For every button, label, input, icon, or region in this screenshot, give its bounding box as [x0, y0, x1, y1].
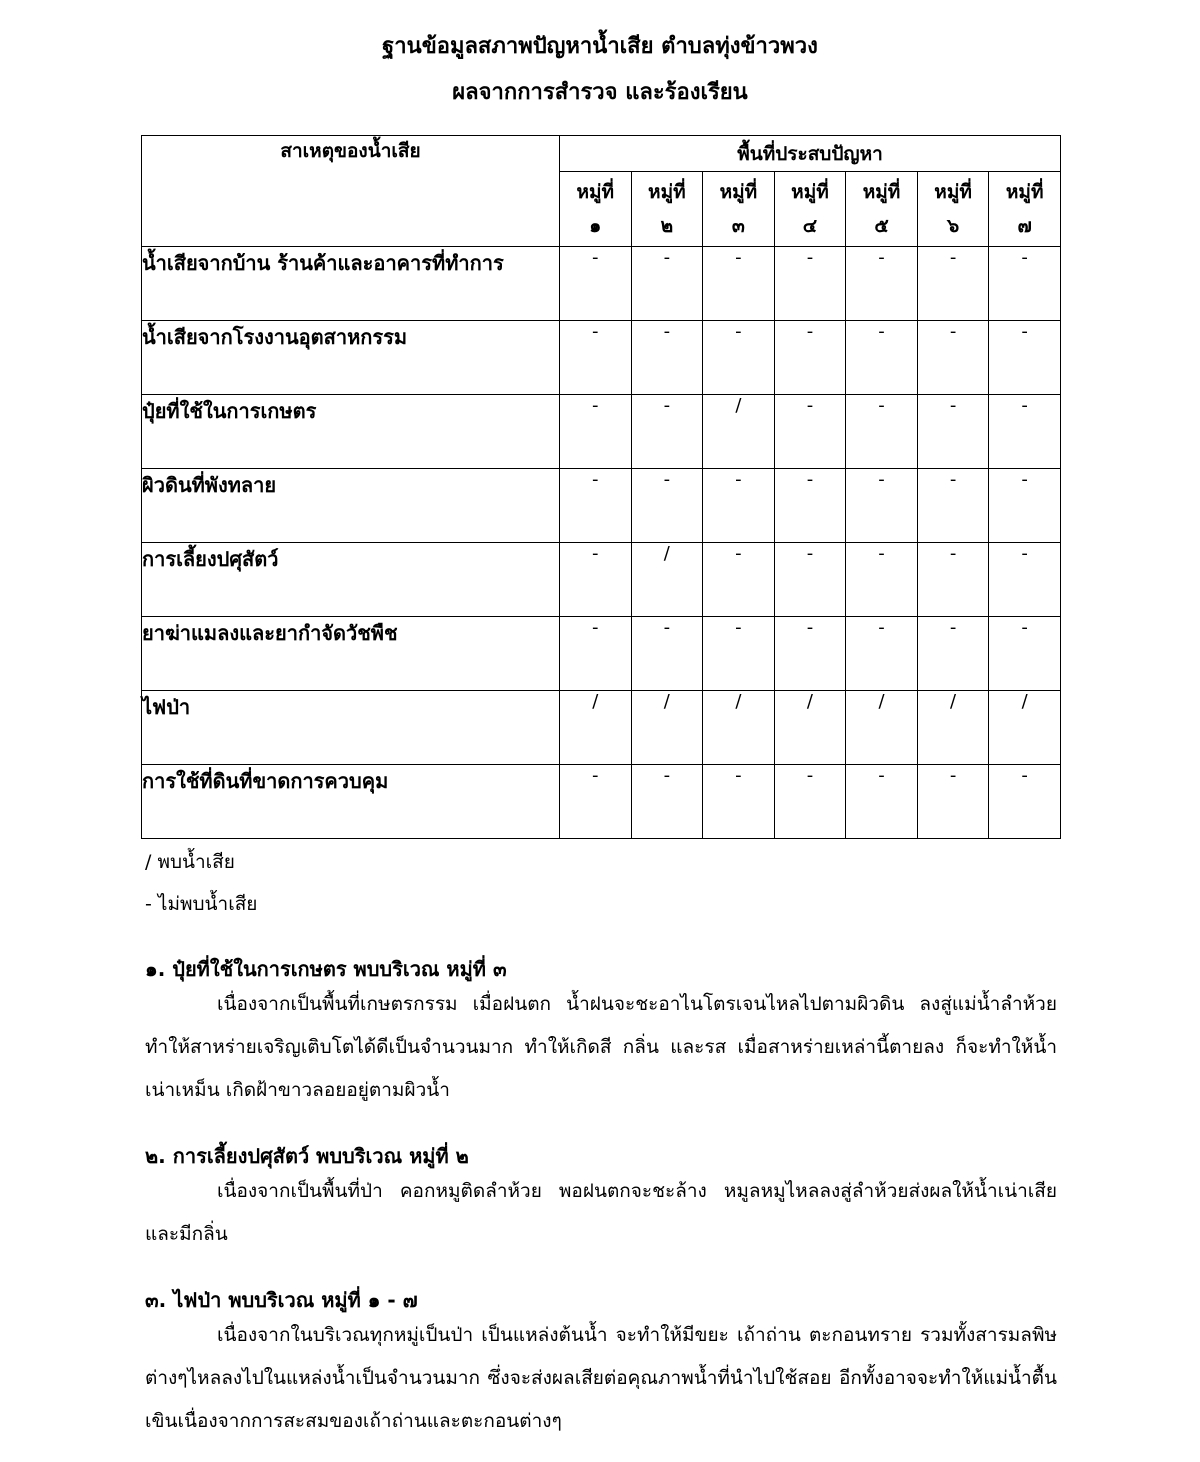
status-cell: /	[917, 691, 989, 765]
village-number: ๗	[1017, 215, 1032, 237]
cause-cell: ไฟป่า	[142, 691, 560, 765]
status-cell: /	[631, 543, 703, 617]
status-cell: -	[774, 247, 846, 321]
status-cell: -	[774, 543, 846, 617]
village-header-3	[703, 172, 775, 247]
village-number: ๒	[660, 215, 674, 237]
status-cell: -	[989, 321, 1061, 395]
section-title-forest-fire: ๓. ไฟป่า พบบริเวณ หมู่ที่ ๑ - ๗	[145, 1288, 418, 1312]
status-cell: -	[917, 765, 989, 839]
village-label: หมู่ที่	[1005, 181, 1044, 203]
status-cell: -	[631, 469, 703, 543]
status-cell: -	[774, 469, 846, 543]
table-body	[142, 247, 1061, 839]
status-cell: -	[989, 617, 1061, 691]
status-cell: -	[774, 321, 846, 395]
table-row	[142, 321, 1061, 395]
status-cell: -	[703, 321, 775, 395]
village-header-5	[846, 172, 918, 247]
village-header-4	[774, 172, 846, 247]
status-cell: -	[917, 543, 989, 617]
status-cell: /	[846, 691, 918, 765]
village-number: ๔	[802, 215, 818, 237]
village-label: หมู่ที่	[934, 181, 972, 203]
village-label: หมู่ที่	[791, 181, 829, 203]
village-header-1	[560, 172, 632, 247]
status-cell: -	[846, 765, 918, 839]
status-cell: -	[846, 395, 918, 469]
status-cell: -	[846, 469, 918, 543]
status-cell: /	[774, 691, 846, 765]
section-title-fertilizer: ๑. ปุ๋ยที่ใช้ในการเกษตร พบบริเวณ หมู่ที่ ๓	[145, 957, 507, 981]
status-cell: -	[917, 617, 989, 691]
table-row	[142, 469, 1061, 543]
section-title-livestock: ๒. การเลี้ยงปศุสัตว์ พบบริเวณ หมู่ที่ ๒	[145, 1144, 469, 1168]
status-cell: -	[846, 321, 918, 395]
village-header-2	[631, 172, 703, 247]
status-cell: -	[560, 247, 632, 321]
status-cell: -	[917, 395, 989, 469]
table-row	[142, 543, 1061, 617]
section-text-forest-fire: เนื่องจากในบริเวณทุกหมู่เป็นป่า เป็นแหล่งต้นน้ำ จะทำให้มีขยะ เถ้าถ่าน ตะกอนทราย รวมทั้งสารมลพิษต่างๆไหลลงไปในแหล่งน้ำเป็นจำนวนมาก ซึ่งจะส่งผลเสียต่อคุณภาพน้ำที่นำไปใช้สอย อีกทั้งอาจจะทำให้แม่น้ำตื้นเขินเนื่องจากการสะสมของเถ้าถ่านและตะกอนต่างๆ	[145, 1324, 1057, 1432]
status-cell: /	[703, 395, 775, 469]
village-number: ๑	[589, 215, 602, 237]
table-row	[142, 617, 1061, 691]
status-cell: -	[560, 765, 632, 839]
village-label: หมู่ที่	[862, 181, 901, 203]
cause-cell: การใช้ที่ดินที่ขาดการควบคุม	[142, 765, 560, 839]
status-cell: -	[846, 617, 918, 691]
status-cell: /	[631, 691, 703, 765]
cause-cell: ยาฆ่าแมลงและยากำจัดวัชพืช	[142, 617, 560, 691]
status-cell: -	[560, 617, 632, 691]
status-cell: -	[989, 395, 1061, 469]
cause-cell: น้ำเสียจากโรงงานอุตสาหกรรม	[142, 321, 560, 395]
table-row	[142, 765, 1061, 839]
status-cell: -	[631, 247, 703, 321]
status-cell: -	[989, 469, 1061, 543]
status-cell: -	[631, 395, 703, 469]
status-cell: -	[989, 247, 1061, 321]
status-cell: -	[703, 469, 775, 543]
status-cell: -	[631, 321, 703, 395]
status-cell: -	[703, 543, 775, 617]
village-header-6	[917, 172, 989, 247]
status-cell: -	[631, 617, 703, 691]
status-cell: -	[560, 321, 632, 395]
status-cell: -	[846, 247, 918, 321]
table-row	[142, 691, 1061, 765]
affected-area-header: พื้นที่ประสบปัญหา	[560, 136, 1061, 172]
document-title: ฐานข้อมูลสภาพปัญหาน้ำเสีย ตำบลทุ่งข้าวพวง	[382, 34, 818, 59]
status-cell: -	[846, 543, 918, 617]
status-cell: -	[703, 617, 775, 691]
cause-cell: การเลี้ยงปศุสัตว์	[142, 543, 560, 617]
legend-found: / พบน้ำเสีย	[145, 851, 235, 873]
status-cell: -	[917, 247, 989, 321]
status-cell: /	[703, 691, 775, 765]
status-cell: -	[989, 543, 1061, 617]
status-cell: -	[989, 765, 1061, 839]
status-cell: /	[989, 691, 1061, 765]
legend-not-found: - ไม่พบน้ำเสีย	[145, 893, 258, 915]
cause-cell: ผิวดินที่พังทลาย	[142, 469, 560, 543]
status-cell: -	[774, 395, 846, 469]
status-cell: -	[560, 543, 632, 617]
cause-column-header: สาเหตุของน้ำเสีย	[142, 136, 560, 247]
status-cell: -	[560, 469, 632, 543]
status-cell: -	[774, 765, 846, 839]
village-label: หมู่ที่	[719, 181, 758, 203]
document-subtitle: ผลจากการสำรวจ และร้องเรียน	[452, 80, 748, 105]
status-cell: -	[631, 765, 703, 839]
table-row	[142, 247, 1061, 321]
status-cell: -	[774, 617, 846, 691]
status-cell: /	[560, 691, 632, 765]
section-text-livestock: เนื่องจากเป็นพื้นที่ป่า คอกหมูติดลำห้วย พอฝนตกจะชะล้าง หมูลหมูไหลลงสู่ลำห้วยส่งผลให้น้ำเน่าเสีย และมีกลิ่น	[145, 1180, 1057, 1245]
status-cell: -	[560, 395, 632, 469]
village-label: หมู่ที่	[648, 181, 686, 203]
village-number: ๖	[947, 215, 960, 237]
wastewater-survey-table	[141, 135, 1061, 839]
status-cell: -	[917, 469, 989, 543]
village-number: ๕	[874, 215, 889, 237]
cause-cell: น้ำเสียจากบ้าน ร้านค้าและอาคารที่ทำการ	[142, 247, 560, 321]
status-cell: -	[917, 321, 989, 395]
village-header-7	[989, 172, 1061, 247]
cause-cell: ปุ๋ยที่ใช้ในการเกษตร	[142, 395, 560, 469]
village-label: หมู่ที่	[576, 181, 615, 203]
village-number: ๓	[731, 215, 745, 237]
table-row	[142, 395, 1061, 469]
status-cell: -	[703, 247, 775, 321]
status-cell: -	[703, 765, 775, 839]
section-text-fertilizer: เนื่องจากเป็นพื้นที่เกษตรกรรม เมื่อฝนตก น้ำฝนจะชะอาไนโตรเจนไหลไปตามผิวดิน ลงสู่แม่น้ำลำห้วย ทำให้สาหร่ายเจริญเติบโตได้ดีเป็นจำนวนมาก ทำให้เกิดสี กลิ่น และรส เมื่อสาหร่ายเหล่านี้ตายลง ก็จะทำให้น้ำเน่าเหม็น เกิดฝ้าขาวลอยอยู่ตามผิวน้ำ	[145, 993, 1057, 1101]
